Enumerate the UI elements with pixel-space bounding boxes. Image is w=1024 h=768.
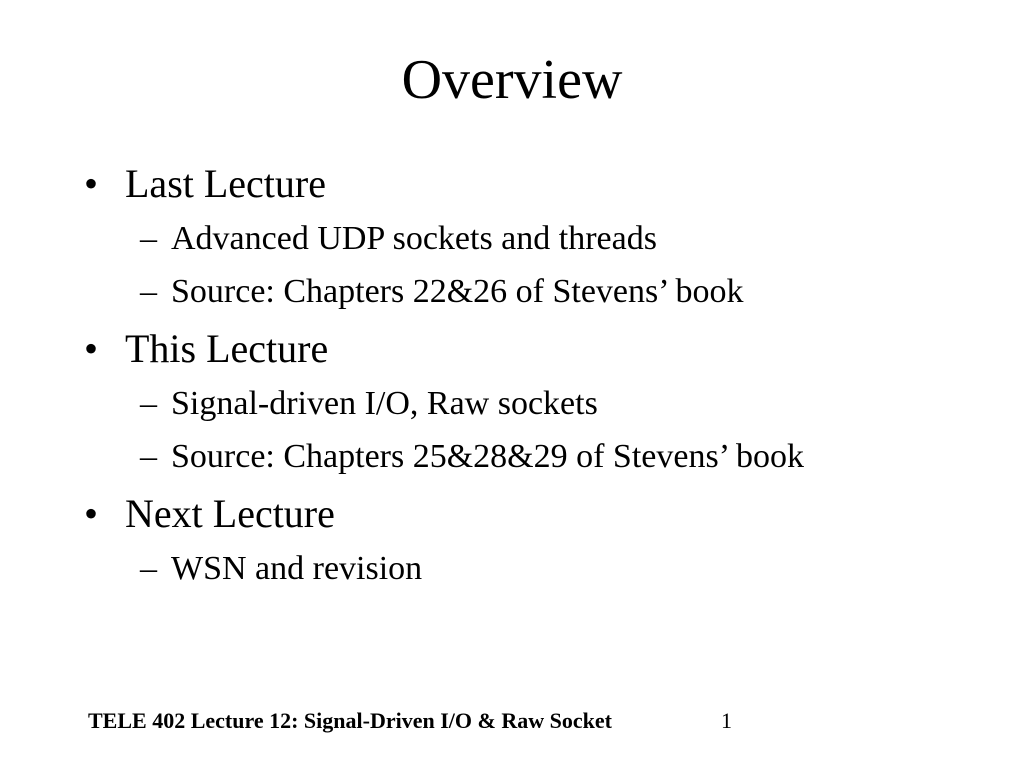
sub-bullet-text: Source: Chapters 22&26 of Stevens’ book — [171, 273, 744, 310]
sub-bullet-marker: – — [140, 220, 157, 257]
bullet-marker: • — [84, 161, 99, 206]
bullet-marker: • — [84, 491, 99, 536]
slide-title: Overview — [401, 49, 623, 111]
page-number: 1 — [721, 708, 732, 733]
bullet-heading: Next Lecture — [125, 491, 335, 536]
bullet-heading: This Lecture — [125, 326, 329, 371]
sub-bullet-marker: – — [140, 385, 157, 422]
sub-bullet-marker: – — [140, 438, 157, 475]
bullet-heading: Last Lecture — [125, 161, 326, 206]
sub-bullet-text: WSN and revision — [171, 550, 423, 587]
sub-bullet-text: Signal-driven I/O, Raw sockets — [171, 385, 598, 422]
sub-bullet-marker: – — [140, 273, 157, 310]
slide-footer: TELE 402 Lecture 12: Signal-Driven I/O & Raw Socket — [88, 708, 612, 733]
sub-bullet-marker: – — [140, 550, 157, 587]
bullet-marker: • — [84, 326, 99, 371]
sub-bullet-text: Advanced UDP sockets and threads — [171, 220, 657, 257]
sub-bullet-text: Source: Chapters 25&28&29 of Stevens’ book — [171, 438, 805, 475]
